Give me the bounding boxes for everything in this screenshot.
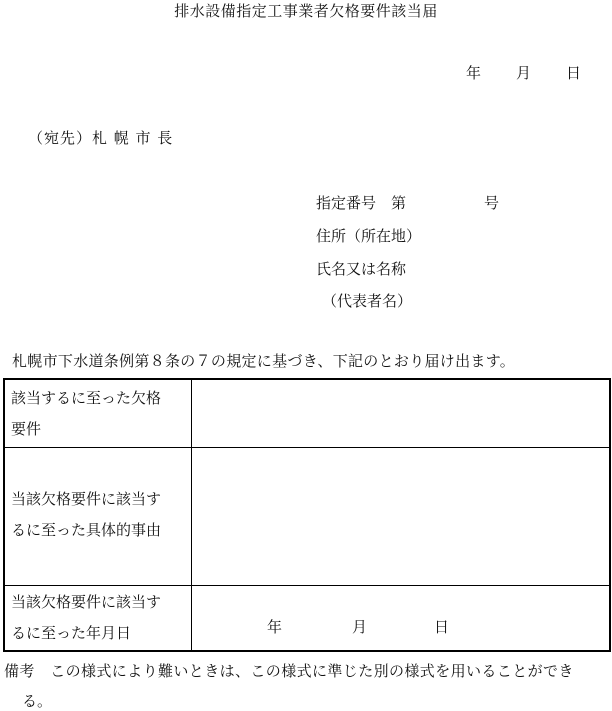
row-label-line: 当該欠格要件に該当す [11, 490, 162, 508]
notification-table [3, 378, 611, 652]
table-row-disqualification-requirement [5, 380, 609, 447]
designation-number-label: 指定番号 第 [316, 194, 407, 212]
date-month-label: 月 [352, 618, 368, 636]
specific-reason-field[interactable] [192, 448, 609, 585]
addressee: （宛先）札 幌 市 長 [28, 129, 174, 147]
table-row-specific-reason [5, 447, 609, 585]
table-row-applicable-date [5, 585, 609, 650]
row-label-line: るに至った年月日 [11, 624, 132, 642]
name-label: 氏名又は名称 [316, 260, 407, 278]
date-day-label: 日 [434, 618, 450, 636]
date-year-label: 年 [267, 618, 283, 636]
disqualification-requirement-field[interactable] [192, 380, 609, 447]
row-label-line: 要件 [11, 420, 42, 438]
row-label-line: 当該欠格要件に該当す [11, 593, 162, 611]
header-date-month-label: 月 [516, 64, 532, 82]
applicable-date-field[interactable] [192, 586, 609, 650]
row-label-disqualification-requirement [5, 380, 192, 447]
header-date-day-label: 日 [566, 64, 582, 82]
remarks-line-1: 備考 この様式により難いときは、この様式に準じた別の様式を用いることができ [4, 662, 574, 680]
designation-number-suffix: 号 [484, 194, 500, 212]
header-date-year-label: 年 [466, 64, 482, 82]
address-label: 住所（所在地） [316, 227, 422, 245]
document-title: 排水設備指定工事業者欠格要件該当届 [174, 2, 438, 20]
remarks-line-2: る。 [22, 692, 53, 710]
representative-label: （代表者名） [322, 292, 413, 310]
row-label-applicable-date [5, 586, 192, 650]
row-label-line: るに至った具体的事由 [11, 521, 162, 539]
row-label-specific-reason [5, 448, 192, 585]
row-label-line: 該当するに至った欠格 [11, 389, 162, 407]
intro-text: 札幌市下水道条例第８条の７の規定に基づき、下記のとおり届け出ます。 [12, 352, 516, 370]
